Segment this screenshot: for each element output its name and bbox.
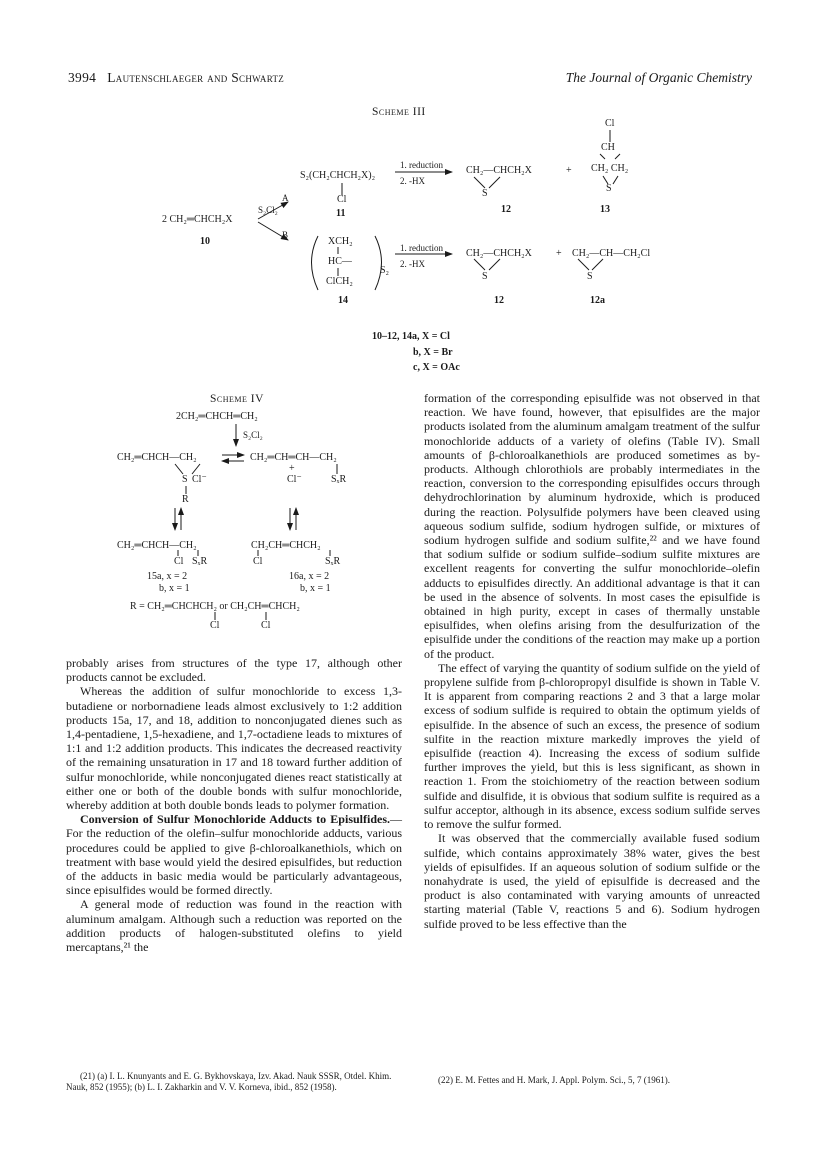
compound-12b-s: S <box>482 271 488 282</box>
compound-14-xch2: XCH₂ <box>328 236 353 247</box>
compound-15b: b, x = 1 <box>159 583 190 594</box>
compound-12-s: S <box>482 188 488 199</box>
footnote-22: (22) E. M. Fettes and H. Mark, J. Appl. Polym. Sci., 5, 7 (1961). <box>438 1075 670 1085</box>
page-number: 3994 <box>68 70 97 85</box>
intermediate-left-r: R <box>182 494 189 505</box>
section-heading: Conversion of Sulfur Monochloride Adducts to Episulfides. <box>80 812 390 827</box>
compound-16b: b, x = 1 <box>300 583 331 594</box>
compound-11-formula: S₂(CH₂CHCH₂X)₂ <box>300 170 376 181</box>
step1-bottom: 1. reduction <box>400 243 443 253</box>
compound-16a: 16a, x = 2 <box>289 571 330 582</box>
intermediate-left-cl: Cl⁻ <box>192 474 207 485</box>
branch-a-label: A <box>282 193 289 203</box>
compound-12-formula: CH₂—CHCH₂X <box>466 165 532 176</box>
scheme3-key-1: 10–12, 14a, X = Cl <box>372 331 450 342</box>
intermediate-right-sxr: SₓR <box>331 474 347 485</box>
compound-11-cl: Cl <box>337 194 347 205</box>
compound-16-sxr: SₓR <box>325 556 341 567</box>
right-paragraph-1: formation of the corresponding episulfide was not observed in that reaction. We have found, however, that episulfides are the major products isolated from the aluminum amalgam treatment of the sulfur monochloride adducts of a variety of olefins (Table IV). Small amounts of β-chloroalkanethiols are produced sometimes as by-products. Although chlorothiols are probably intermediates in the reaction, conversion to the corresponding episulfides occurs through dehydrochlorination by aluminum hydroxide, which is produced during the reaction. Polysulfide polymers have been cleaved using aqueous sodium sulfide, sodium hydrogen sulfide, or mixtures of sodium hydrogen sulfide and sodium sulfite,²² and we have found that sodium sulfide or sodium sulfide–sodium sulfite mixtures are excellent reagents for converting the sulfur monochloride–olefin adducts to episulfides directly. An additional advantage is that it can be used in the absence of solvents. In most cases the episulfide is obtained in high purity, except in cases of thermally unstable episulfides, when olefins arising from the desulfurization of the episulfide under the conditions of the reaction may make up a portion of the product. <box>424 391 760 661</box>
compound-13-ring: CH₂ CH₂ <box>591 163 629 174</box>
compound-12b-formula: CH₂—CHCH₂X <box>466 248 532 259</box>
compound-15-formula: CH₂═CHCH—CH₂ <box>117 540 197 551</box>
compound-15-sxr: SₓR <box>192 556 208 567</box>
running-authors: Lautenschlaeger and Schwartz <box>107 70 285 85</box>
plus-bottom: + <box>556 248 562 259</box>
scheme4-title: Scheme IV <box>210 393 264 405</box>
left-paragraph-1: probably arises from structures of the type 17, although other products cannot be excluded. <box>66 656 402 685</box>
compound-12a-formula: CH₂—CH—CH₂Cl <box>572 248 651 259</box>
scheme3-title: Scheme III <box>372 106 426 118</box>
intermediate-left: CH₂═CHCH—CH₂ <box>117 452 197 463</box>
compound-12b-label: 12 <box>494 295 504 306</box>
compound-14-label: 14 <box>338 295 348 306</box>
scheme4-butadiene: 2CH₂═CHCH═CH₂ <box>176 411 258 422</box>
compound-15-cl: Cl <box>174 556 184 567</box>
r-definition: R = CH₂═CHCHCH₂ or CH₂CH═CHCH₂ <box>130 601 300 612</box>
step1-top: 1. reduction <box>400 160 443 170</box>
right-column <box>424 391 760 931</box>
compound-14-hc: HC— <box>328 256 352 267</box>
left-column <box>66 656 402 954</box>
compound-16-cl: Cl <box>253 556 263 567</box>
journal-name: The Journal of Organic Chemistry <box>565 70 752 85</box>
compound-16-formula: CH₂CH═CHCH₂ <box>251 540 321 551</box>
left-paragraph-4: A general mode of reduction was found in the reaction with aluminum amalgam. Although such a reduction was reported on the addition products of halogen-substituted olefins to yield mercaptans,²¹ the <box>66 897 402 955</box>
compound-13-ch: CH <box>601 142 615 153</box>
intermediate-left-s: S <box>182 474 188 485</box>
compound-14-s2: S₂ <box>380 265 390 276</box>
compound-10-label: 10 <box>200 236 210 247</box>
left-paragraph-3: —For the reduction of the olefin–sulfur monochloride adducts, various procedures could be applied to give β-chloroalkanethiols, which on treatment with base would yield the desired episulfides, but reduction of the adducts in basic media would be particularly advantageous, since episulfides would be formed directly. <box>66 812 402 898</box>
compound-12-label: 12 <box>501 204 511 215</box>
compound-14-clch2: ClCH₂ <box>326 276 353 287</box>
intermediate-right-cl: Cl⁻ <box>287 474 302 485</box>
scheme3-key-2: b, X = Br <box>413 347 453 358</box>
r-cl-1: Cl <box>210 620 220 631</box>
intermediate-right: CH₂═CH═CH—CH₂ <box>250 452 337 463</box>
compound-11-label: 11 <box>336 208 346 219</box>
scheme3-key-3: c, X = OAc <box>413 362 460 373</box>
compound-15a: 15a, x = 2 <box>147 571 188 582</box>
scheme3-start: 2 CH₂═CHCH₂X <box>162 214 233 225</box>
scheme3-reagent: S₂Cl₂ <box>258 205 278 215</box>
compound-13-s: S <box>606 183 612 194</box>
scheme4-reagent: S₂Cl₂ <box>243 430 263 440</box>
plus-top: + <box>566 165 572 176</box>
step2-top: 2. -HX <box>400 176 425 186</box>
left-paragraph-2: Whereas the addition of sulfur monochloride to excess 1,3-butadiene or norbornadiene leads almost exclusively to 1:2 addition products 15a, 17, and 18, addition to nonconjugated dienes such as 1,4-pentadiene, 1,5-hexadiene, and 1,7-octadiene leads to mixtures of 1:1 and 1:2 addition products. This indicates the decreased reactivity of the remaining unsaturation in 17 and 18 toward further addition of sulfur monochloride, while nonconjugated dienes react statistically at either one or both of the double bonds with sulfur monochloride, whereby addition at both double bonds leads to polymer formation. <box>66 684 402 813</box>
compound-12a-label: 12a <box>590 295 605 306</box>
compound-13-cl: Cl <box>605 118 615 129</box>
r-cl-2: Cl <box>261 620 271 631</box>
intermediate-right-plus: + <box>289 463 295 474</box>
step2-bottom: 2. -HX <box>400 259 425 269</box>
compound-12a-s: S <box>587 271 593 282</box>
branch-b-label: B <box>282 230 289 240</box>
right-paragraph-2: The effect of varying the quantity of sodium sulfide on the yield of propylene sulfide from β-chloropropyl disulfide is shown in Table V. It is apparent from comparing reactions 2 and 3 that a large molar excess of sodium sulfide is required to obtain the optimum yields of episulfide. In the absence of such an excess, the presence of sodium sulfite in the reaction mixture markedly improves the yield of episulfide (reaction 4). Increasing the excess of sodium sulfide further improves the yield, but this is less significant, as shown in reaction 1. From the stoichiometry of the reaction between sodium sulfide and disulfide, it is obvious that sodium sulfite is required as a sulfur acceptor, although in its absence, excess sodium sulfide serves to remove the sulfur formed. <box>424 660 760 832</box>
compound-13-label: 13 <box>600 204 610 215</box>
footnote-21: (21) (a) I. L. Knunyants and E. G. Bykhovskaya, Izv. Akad. Nauk SSSR, Otdel. Khim. Nauk, 852 (1955); (b) L. I. Zakharkin and V. V. Korneva, ibid., 852 (1958). <box>66 1071 392 1092</box>
right-paragraph-3: It was observed that the commercially available fused sodium sulfide, which contains approximately 38% water, gives the best yields of episulfides. If an aqueous solution of sodium sulfide or the nonahydrate is used, the yield of episulfide is decreased and the product is also contaminated with varying amounts of unreacted starting material (Table V, reactions 5 and 6). Sodium hydrogen sulfide proved to be less effective than the <box>424 831 760 931</box>
